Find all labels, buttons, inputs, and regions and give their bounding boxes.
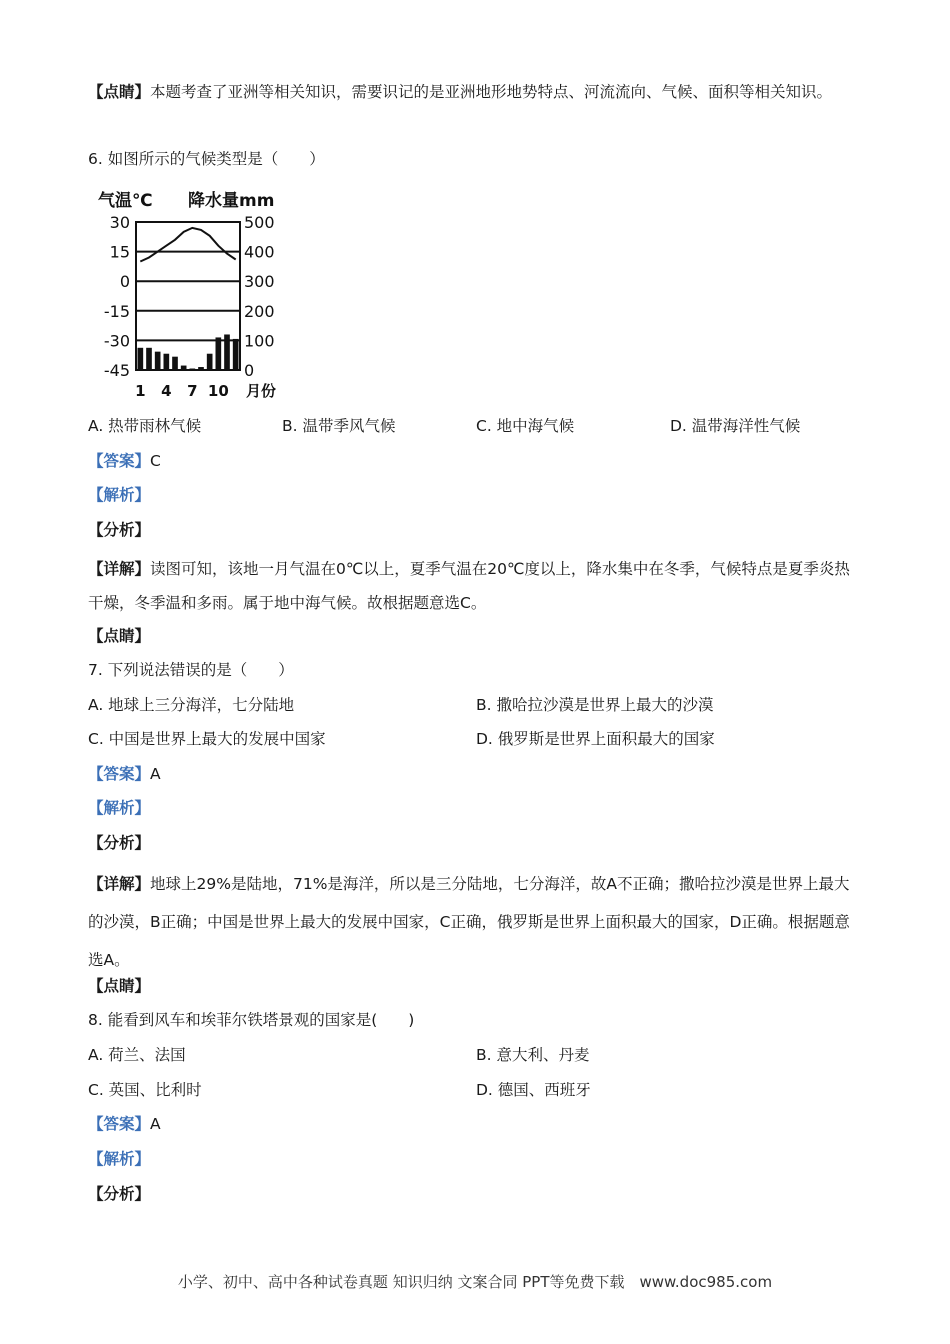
q8-option-c[interactable]: C. 英国、比利时 [88,1081,202,1099]
q7-stem: 7. 下列说法错误的是（ ） [88,661,294,679]
precip-bar [224,334,230,370]
month-axis-label: 月份 [246,382,277,400]
q7-option-a[interactable]: A. 地球上三分海洋，七分陆地 [88,696,295,714]
precip-bar [207,354,213,370]
q7-option-b[interactable]: B. 撒哈拉沙漠是世界上最大的沙漠 [476,696,714,714]
answer-value: C [150,452,161,470]
temp-tick-label: 15 [109,242,130,262]
q7-dianjing: 【点睛】 [88,977,151,995]
q6-detail [88,552,863,620]
detail-text: 地球上29%是陆地，71%是海洋，所以是三分陆地，七分海洋，故A不正确；撒哈拉沙漠是世界上最大的沙漠，B正确；中国是世界上最大的发展中国家，C正确，俄罗斯是世界上面积最大的国家，D正确。根据题意选A。 [88,875,850,969]
temp-tick-label: 30 [109,213,130,232]
answer-value: A [150,765,161,783]
precip-bar [198,367,204,370]
q8-option-b[interactable]: B. 意大利、丹麦 [476,1046,590,1064]
q7-answer [88,763,161,785]
detail-tag: 【详解】 [88,875,151,893]
q8-answer [88,1113,161,1135]
q8-jiexi: 【解析】 [88,1150,151,1168]
precip-bar [233,339,239,370]
precip-bar [190,369,196,370]
month-tick-label: 7 [187,382,198,400]
precip-axis-label: 降水量mm [188,191,275,211]
answer-tag: 【答案】 [88,1115,151,1133]
temp-tick-label: 0 [119,272,130,292]
precip-tick-label: 500 [244,213,275,232]
temp-axis-label: 气温℃ [98,191,153,211]
temp-tick-label: -15 [103,301,130,321]
q8-stem: 8. 能看到风车和埃菲尔铁塔景观的国家是( ) [88,1011,415,1029]
q6-option-c[interactable]: C. 地中海气候 [476,417,575,435]
q8-option-a[interactable]: A. 荷兰、法国 [88,1046,186,1064]
q7-option-c[interactable]: C. 中国是世界上最大的发展中国家 [88,730,326,748]
temp-tick-label: -30 [103,331,130,351]
answer-tag: 【答案】 [88,765,151,783]
detail-tag: 【详解】 [88,560,151,578]
climate-chart [96,186,286,404]
q8-fenxi: 【分析】 [88,1185,151,1203]
precip-tick-label: 0 [244,361,255,380]
month-tick-label: 1 [135,382,146,400]
page-footer: 小学、初中、高中各种试卷真题 知识归纳 文案合同 PPT等免费下载 www.doc985.com [177,1273,773,1291]
precip-bar [216,337,222,370]
precip-tick-label: 200 [244,301,275,321]
q6-option-d[interactable]: D. 温带海洋性气候 [670,417,801,435]
temp-tick-label: -45 [103,361,130,380]
dianjing-text: 本题考查了亚洲等相关知识，需要识记的是亚洲地形地势特点、河流流向、气候、面积等相关知识。 [150,83,833,101]
answer-value: A [150,1115,161,1133]
month-tick-label: 10 [207,382,229,400]
precip-tick-label: 300 [244,272,275,292]
detail-text: 读图可知，该地一月气温在0℃以上，夏季气温在20℃度以上，降水集中在冬季，气候特点是夏季炎热干燥，冬季温和多雨。属于地中海气候。故根据题意选C。 [88,560,850,612]
precip-bar [155,352,161,370]
precip-bar [181,366,187,370]
precip-bar [164,354,170,370]
q6-answer [88,450,161,472]
q8-option-d[interactable]: D. 德国、西班牙 [476,1081,591,1099]
precip-tick-label: 100 [244,331,275,351]
month-tick-label: 4 [161,382,172,400]
temperature-line [140,228,235,262]
q6-fenxi: 【分析】 [88,521,151,539]
q6-stem: 6. 如图所示的气候类型是（ ） [88,150,325,168]
precip-tick-label: 400 [244,242,275,262]
answer-tag: 【答案】 [88,452,151,470]
q6-option-a[interactable]: A. 热带雨林气候 [88,417,202,435]
precip-bar [172,357,178,370]
q7-jiexi: 【解析】 [88,799,151,817]
q7-option-d[interactable]: D. 俄罗斯是世界上面积最大的国家 [476,730,715,748]
dianjing-q5 [88,75,863,109]
q7-detail [88,865,863,979]
q6-jiexi: 【解析】 [88,486,151,504]
q6-option-b[interactable]: B. 温带季风气候 [282,417,396,435]
q7-fenxi: 【分析】 [88,834,151,852]
q6-dianjing: 【点睛】 [88,627,151,645]
precip-bar [146,348,152,370]
precip-bar [138,348,144,370]
dianjing-tag: 【点睛】 [88,83,151,101]
